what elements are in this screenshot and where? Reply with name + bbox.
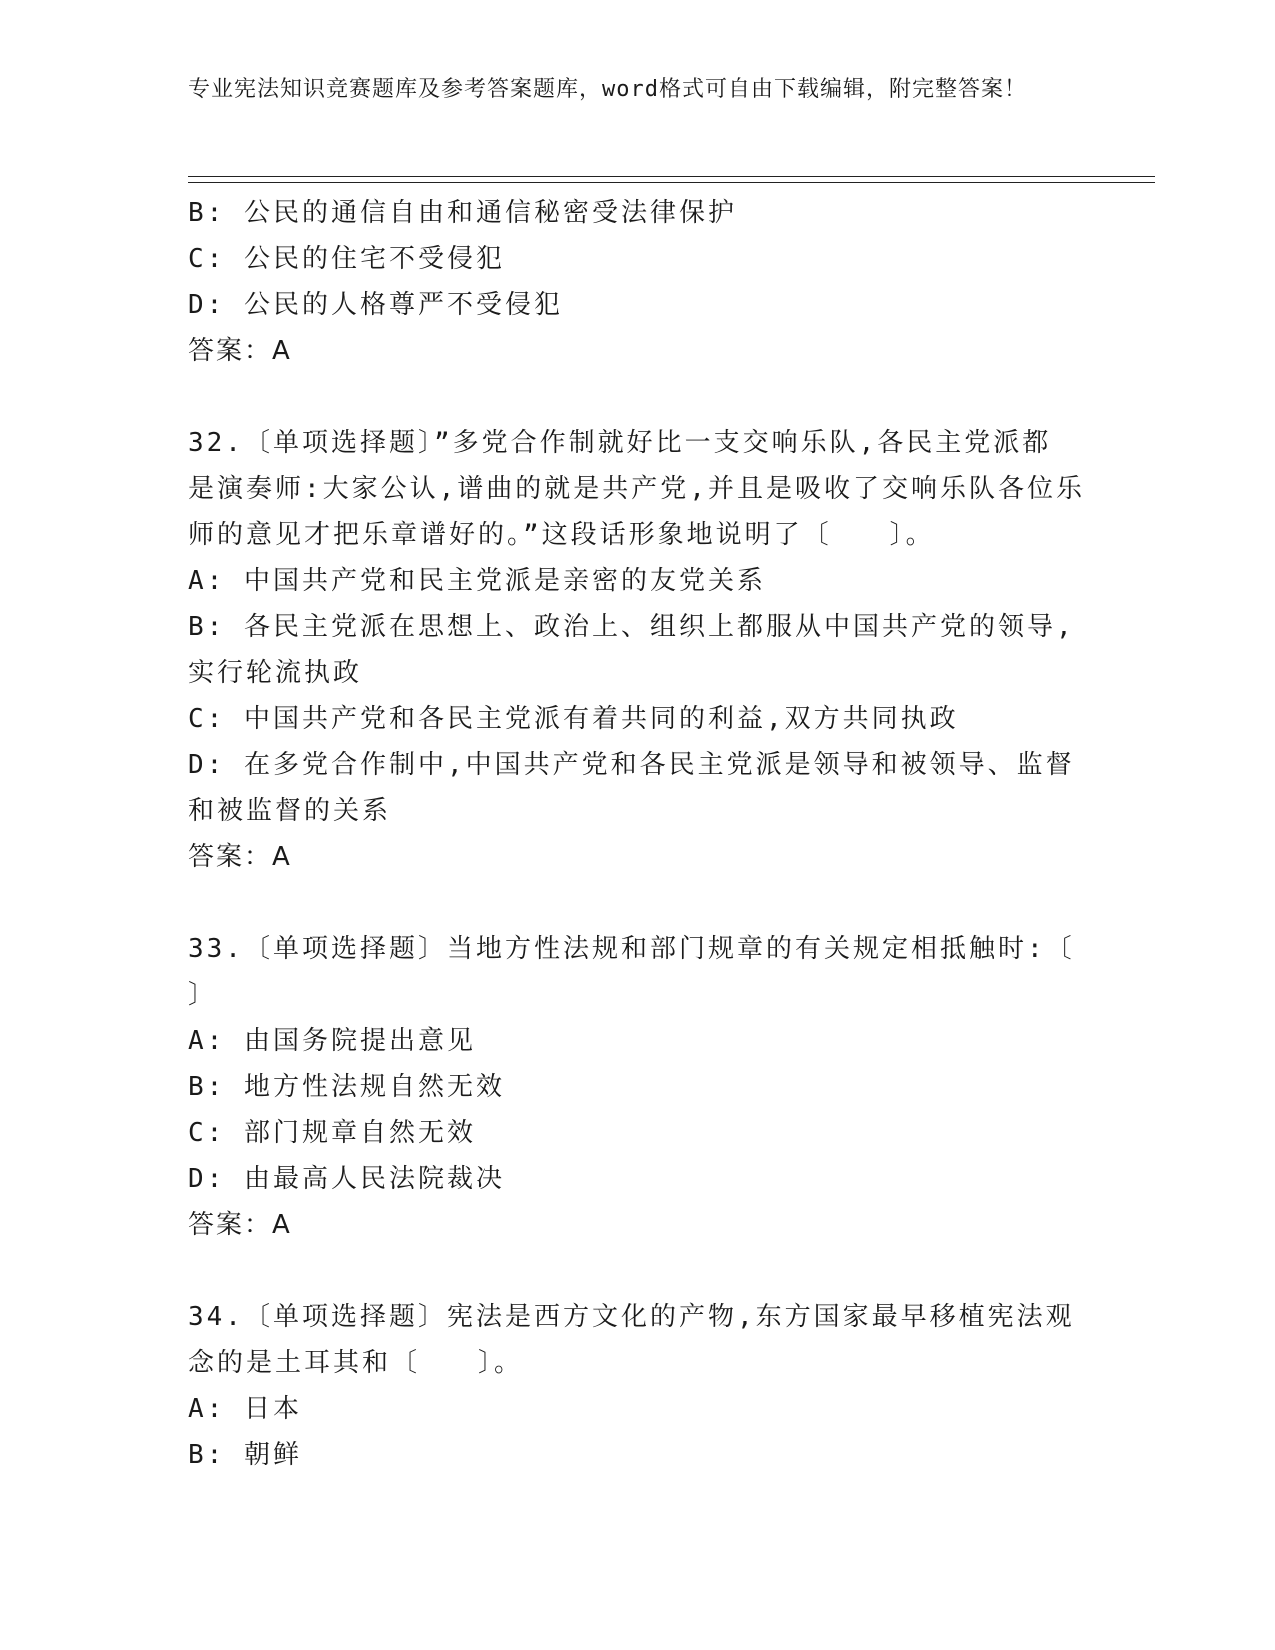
question-34: [188, 1294, 1075, 1478]
question-stem: 33.〔单项选择题〕当地方性法规和部门规章的有关规定相抵触时:〔: [188, 934, 1075, 964]
option-d: 和被监督的关系: [188, 796, 392, 826]
question-stem: 32.〔单项选择题〕”多党合作制就好比一支交响乐队,各民主党派都: [188, 428, 1052, 458]
answer: 答案：A: [188, 1210, 292, 1240]
question-33: [188, 926, 1075, 1248]
option-d: D: 在多党合作制中,中国共产党和各民主党派是领导和被领导、监督: [188, 750, 1075, 780]
option-c: C: 部门规章自然无效: [188, 1118, 476, 1148]
question-stem: 师的意见才把乐章谱好的。”这段话形象地说明了〔 〕。: [188, 520, 935, 550]
question-stem: 念的是土耳其和〔 〕。: [188, 1348, 524, 1378]
spacer: [188, 1248, 1068, 1294]
document-header: 专业宪法知识竞赛题库及参考答案题库，word格式可自由下载编辑，附完整答案！: [188, 77, 1027, 102]
question-31: [188, 190, 1068, 374]
option-d: D: 公民的人格尊严不受侵犯: [188, 290, 563, 320]
option-a: A: 由国务院提出意见: [188, 1026, 476, 1056]
question-stem: 34.〔单项选择题〕宪法是西方文化的产物,东方国家最早移植宪法观: [188, 1302, 1075, 1332]
option-b: 实行轮流执政: [188, 658, 363, 688]
question-stem: 〕: [188, 980, 218, 1010]
option-b: B: 朝鲜: [188, 1440, 302, 1470]
answer: 答案：A: [188, 842, 292, 872]
option-c: C: 中国共产党和各民主党派有着共同的利益,双方共同执政: [188, 704, 959, 734]
spacer: [188, 374, 1068, 420]
option-b: B: 公民的通信自由和通信秘密受法律保护: [188, 198, 737, 228]
question-stem: 是演奏师:大家公认,谱曲的就是共产党,并且是吸收了交响乐队各位乐: [188, 474, 1085, 504]
option-b: B: 各民主党派在思想上、政治上、组织上都服从中国共产党的领导,: [188, 612, 1075, 642]
spacer: [188, 880, 1068, 926]
option-a: A: 中国共产党和民主党派是亲密的友党关系: [188, 566, 766, 596]
option-a: A: 日本: [188, 1394, 302, 1424]
header-divider-bottom: [188, 182, 1155, 183]
option-b: B: 地方性法规自然无效: [188, 1072, 505, 1102]
header-divider-top: [188, 176, 1155, 177]
question-32: [188, 420, 1085, 880]
question-list: [188, 190, 1085, 1478]
option-d: D: 由最高人民法院裁决: [188, 1164, 505, 1194]
option-c: C: 公民的住宅不受侵犯: [188, 244, 505, 274]
answer: 答案：A: [188, 336, 292, 366]
